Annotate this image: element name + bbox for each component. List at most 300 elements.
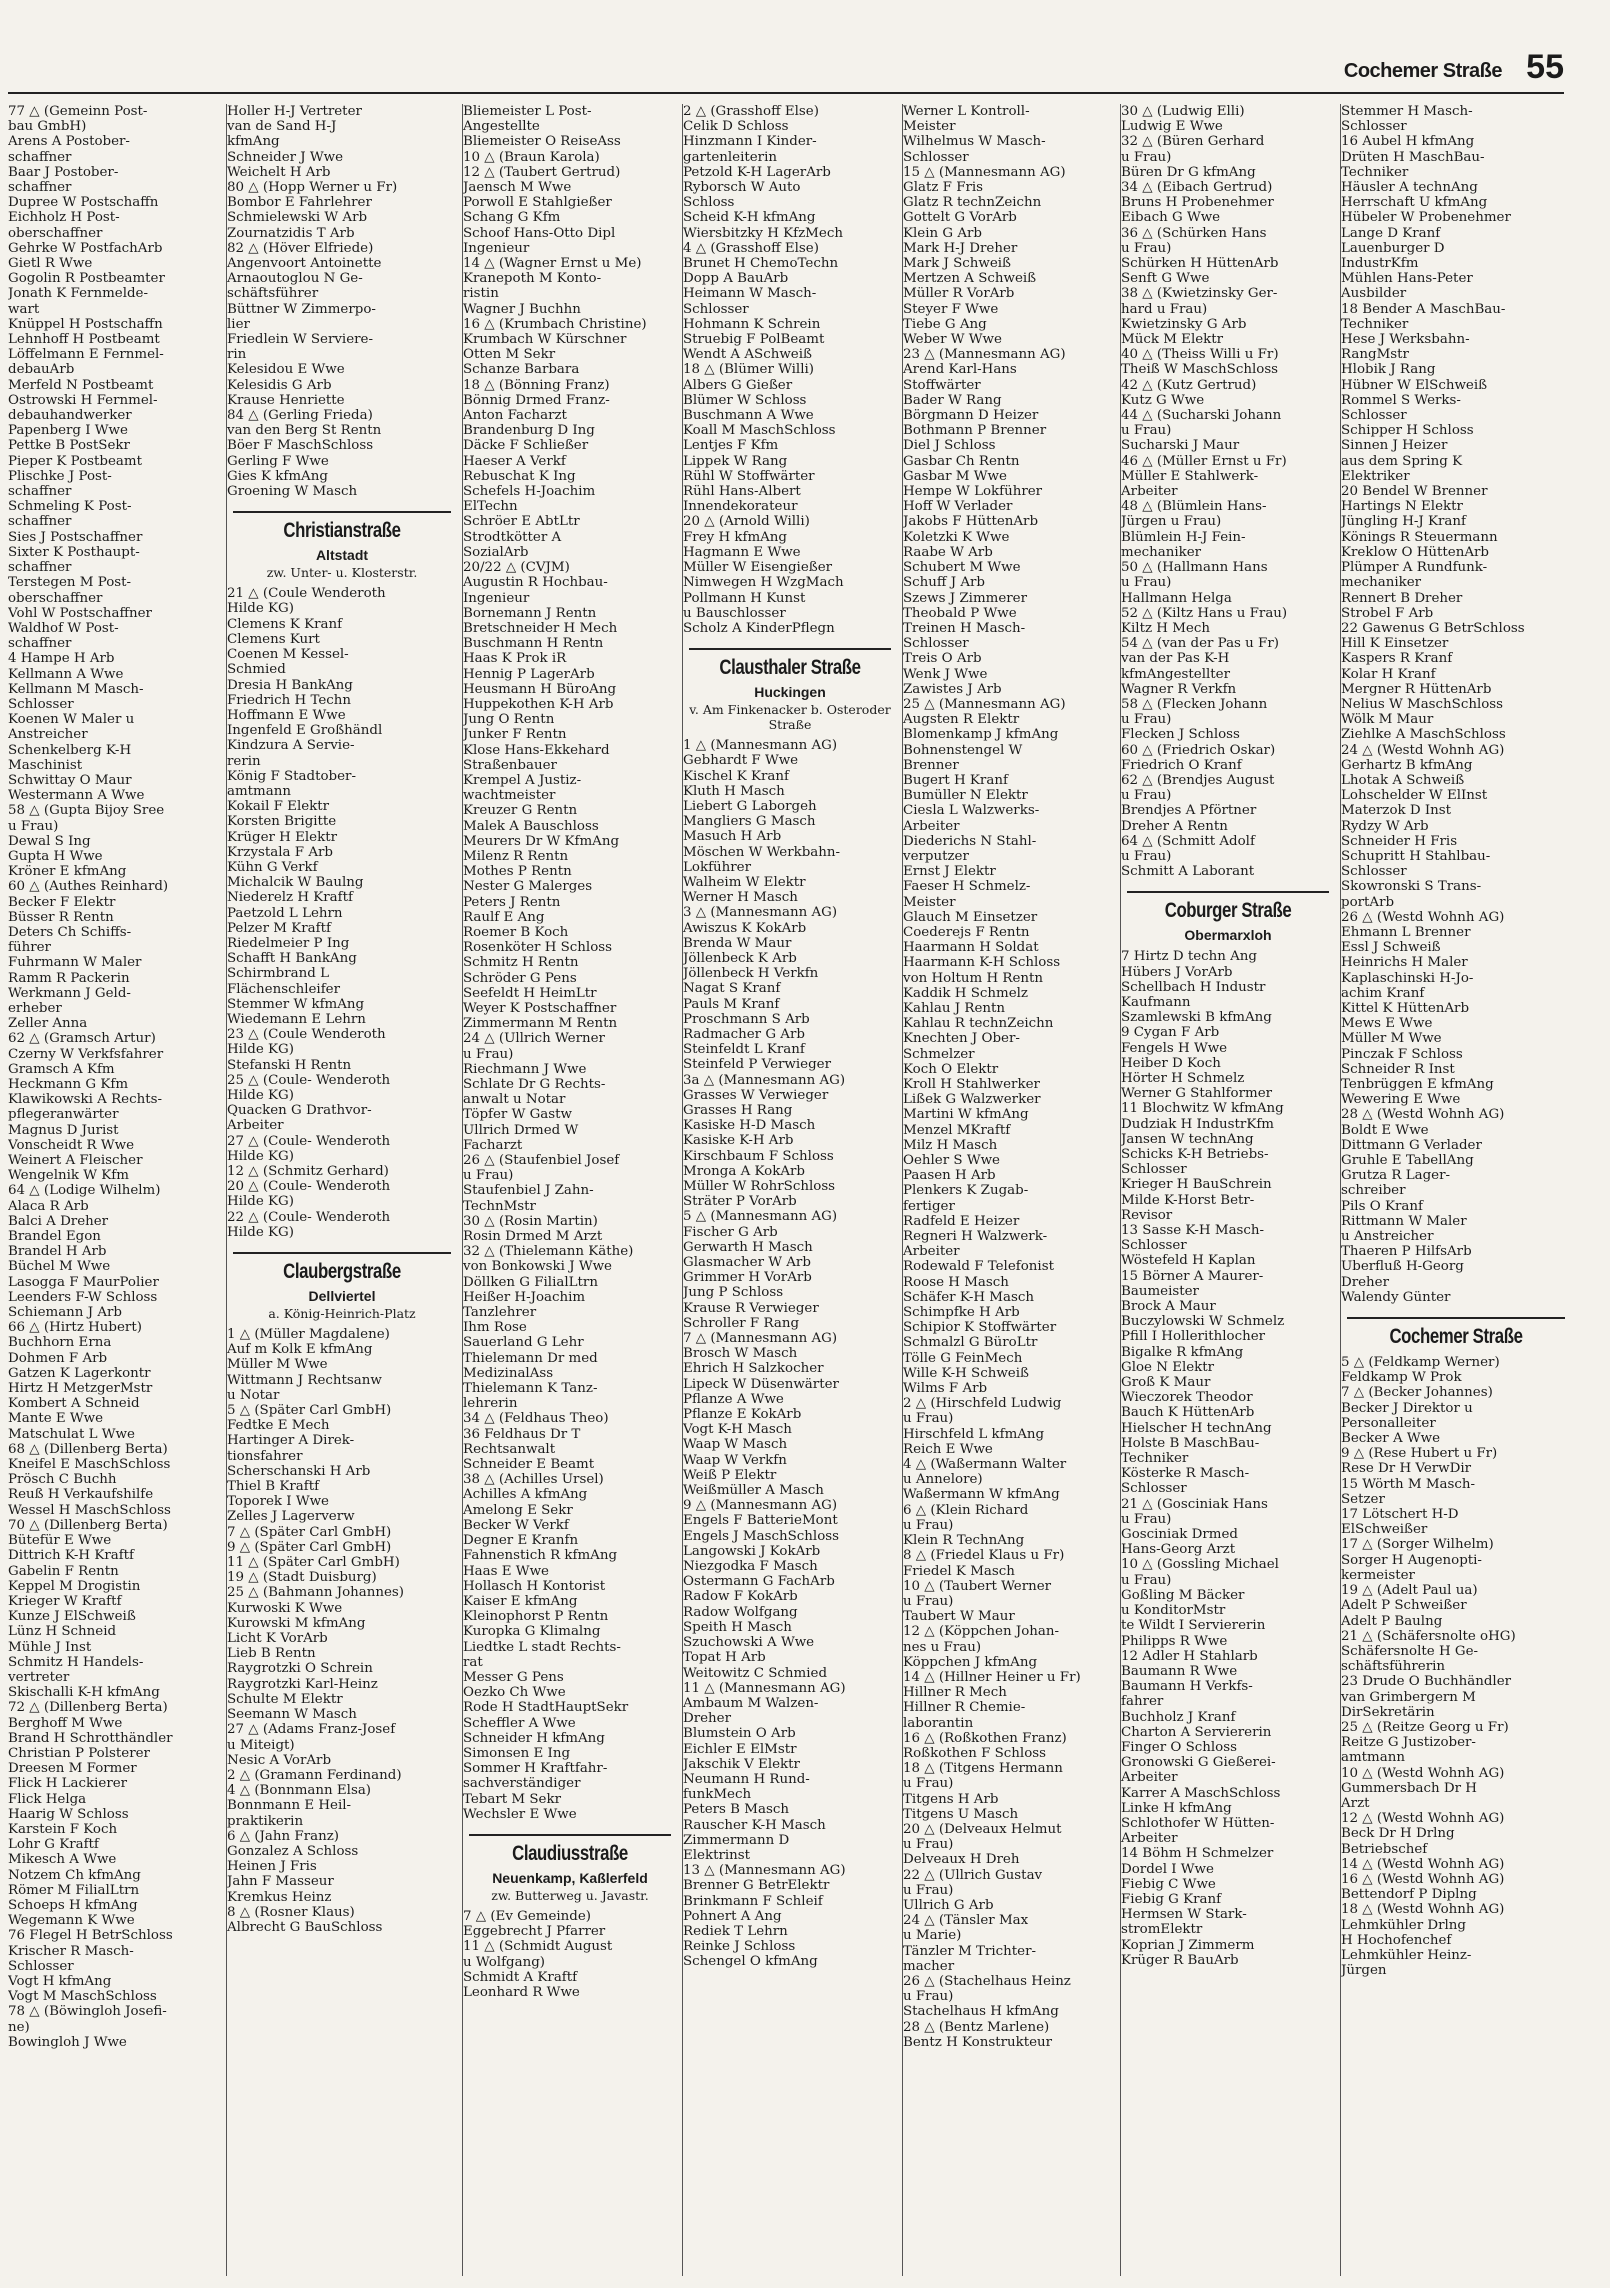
directory-entry: oberschaffner [8, 590, 103, 606]
directory-entry: 20 △ (Coule- Wenderoth [227, 1179, 391, 1195]
directory-entry: u Frau) [1121, 712, 1172, 728]
directory-entry: Ehrich H Salzkocher [683, 1361, 824, 1377]
directory-entry: führer [8, 940, 51, 956]
directory-entry: Maschinist [8, 757, 83, 773]
directory-entry: Kurwoski K Wwe [227, 1600, 343, 1616]
directory-entry: Koall M MaschSchloss [683, 423, 836, 439]
section-rule [1347, 1317, 1565, 1319]
directory-entry: Ausbilder [1341, 286, 1407, 302]
directory-entry: Raygrotzki O Schrein [227, 1661, 373, 1677]
directory-entry: vertreter [8, 1669, 70, 1685]
directory-entry: Notzem Ch kfmAng [8, 1867, 141, 1883]
district-name: Obermarxloh [1184, 927, 1272, 944]
directory-entry: Brosch W Masch [683, 1346, 798, 1362]
directory-entry: Kischel K Kranf [683, 768, 789, 784]
directory-entry: Lippek W Rang [683, 453, 788, 469]
directory-entry: Ramm R Packerin [8, 970, 130, 986]
directory-entry: Schulte M Elektr [227, 1691, 343, 1707]
directory-entry: Auf m Kolk E kfmAng [227, 1342, 373, 1358]
directory-entry: Brenner G BetrElektr [683, 1878, 830, 1894]
directory-entry: Michalcik W Baulng [227, 875, 364, 891]
directory-entry: Pieper K Postbeamt [8, 453, 142, 469]
directory-entry: Friedrich H Techn [227, 692, 352, 708]
directory-entry: Deters Ch Schiffs- [8, 924, 132, 940]
directory-entry: Schlosser [903, 636, 969, 652]
directory-entry: Gies K kfmAng [227, 468, 328, 484]
directory-entry: Zelles J Lagerverw [227, 1509, 355, 1525]
directory-entry: Jakobs F HüttenArb [903, 514, 1039, 530]
street-name: Coburger Straße [1164, 899, 1292, 923]
directory-entry: Schupritt H Stahlbau- [1341, 848, 1491, 864]
directory-entry: Zimmermann M Rentn [463, 1016, 618, 1032]
directory-entry: Zawistes J Arb [903, 681, 1002, 697]
directory-entry: Adelt P Baulng [1341, 1613, 1443, 1629]
directory-entry: Krischer R Masch- [8, 1943, 134, 1959]
directory-entry: Amelong E Sekr [463, 1502, 573, 1518]
directory-entry: Schneider H Fris [1341, 833, 1458, 849]
directory-entry: 18 △ (Bönning Franz) [463, 377, 610, 393]
directory-entry: Hilde KG) [227, 1087, 294, 1103]
directory-entry: 52 △ (Kiltz Hans u Frau) [1121, 605, 1288, 621]
district-name: Huckingen [754, 684, 826, 701]
directory-entry: 8 △ (Friedel Klaus u Fr) [903, 1548, 1065, 1564]
directory-entry: Sixter K Posthaupt- [8, 544, 140, 560]
directory-entry: DirSekretärin [1341, 1704, 1435, 1720]
directory-entry: Lieb B Rentn [227, 1646, 316, 1662]
directory-entry: Gasbar Ch Rentn [903, 453, 1020, 469]
directory-entry: 58 △ (Gupta Bijoy Sree [8, 803, 165, 819]
directory-entry: 13 Sasse K-H Masch- [1121, 1223, 1265, 1239]
directory-entry: 9 △ (Mannesmann AG) [683, 1498, 838, 1514]
directory-entry: König F Stadtober- [227, 768, 356, 784]
directory-entry: Brinkmann F Schleif [683, 1893, 823, 1909]
directory-entry: Tanzlehrer [463, 1305, 537, 1321]
directory-entry: Grimmer H VorArb [683, 1270, 812, 1286]
directory-entry: Karstein F Koch [8, 1821, 118, 1837]
directory-entry: nes u Frau) [903, 1639, 982, 1655]
directory-entry: Simonsen E Ing [463, 1745, 571, 1761]
directory-entry: Kroll H Stahlwerker [903, 1077, 1040, 1092]
directory-entry: Skischalli K-H kfmAng [8, 1685, 160, 1701]
directory-entry: Weitowitz C Schmied [683, 1665, 828, 1681]
directory-entry: mechaniker [1341, 575, 1422, 591]
directory-entry: Steyer F Wwe [903, 301, 999, 317]
directory-entry: Hübner W ElSchweiß [1341, 377, 1488, 393]
directory-entry: Gronowski G Gießerei- [1121, 1755, 1276, 1771]
page-number: 55 [1526, 48, 1564, 86]
directory-entry: Baumann H Verkfs- [1121, 1679, 1253, 1695]
directory-entry: Innendekorateur [683, 499, 798, 515]
directory-entry: 44 △ (Sucharski Johann [1121, 408, 1282, 424]
street-heading [1341, 1317, 1571, 1349]
directory-entry: Junker F Rentn [463, 727, 567, 743]
directory-entry: Koch O Elektr [903, 1061, 999, 1077]
directory-entry: Däcke F Schließer [463, 438, 589, 454]
directory-entry: Achilles A kfmAng [463, 1487, 588, 1503]
directory-entry: 15 Börner A Maurer- [1121, 1268, 1264, 1284]
directory-entry: Hagmann E Wwe [683, 544, 801, 560]
directory-entry: Glauch M Einsetzer [903, 909, 1038, 925]
directory-entry: 76 Flegel H BetrSchloss [8, 1928, 173, 1944]
directory-entry: Merfeld N Postbeamt [8, 377, 154, 393]
directory-entry: lier [227, 316, 250, 332]
directory-entry: Schiemann J Arb [8, 1305, 122, 1321]
directory-entry: Treis O Arb [903, 651, 982, 667]
directory-entry: Dreher A Rentn [1121, 818, 1228, 834]
directory-entry: Thielemann Dr med [463, 1350, 598, 1366]
directory-entry: Schuff J Arb [903, 575, 985, 591]
directory-entry: Tebart M Sekr [463, 1791, 561, 1807]
street-section [1121, 891, 1335, 1968]
directory-entry: Haarmann K-H Schloss [903, 955, 1061, 971]
directory-entry: Grasses H Rang [683, 1102, 793, 1118]
directory-entry: Arnaoutoglou N Ge- [227, 271, 363, 287]
directory-entry: 12 △ (Taubert Gertrud) [463, 164, 621, 180]
directory-entry: fahrer [1121, 1694, 1164, 1710]
directory-entry: 27 △ (Coule- Wenderoth [227, 1133, 391, 1149]
directory-entry: 6 △ (Jahn Franz) [227, 1828, 339, 1844]
directory-entry: Wengelnik W Kfm [8, 1168, 129, 1184]
directory-entry: Meurers Dr W KfmAng [463, 833, 620, 849]
directory-entry: Lehnhoff H Postbeamt [8, 332, 160, 348]
directory-entry: Wilms F Arb [903, 1381, 988, 1397]
directory-entry: Müller R VorArb [903, 286, 1015, 302]
directory-entry: 14 △ (Wagner Ernst u Me) [463, 256, 642, 272]
directory-entry: Ambaum M Walzen- [683, 1695, 819, 1711]
directory-entry: Büsser R Rentn [8, 909, 114, 925]
directory-entry: Wagner J Buchhn [463, 301, 581, 317]
directory-entry: Theobald P Wwe [903, 605, 1017, 621]
directory-entry: Angenvoort Antoinette [227, 256, 382, 272]
section-rule [689, 648, 891, 650]
directory-entry: 20 △ (Arnold Willi) [683, 514, 810, 530]
directory-entry: Hese J Werksbahn- [1341, 332, 1470, 348]
directory-entry: u Frau) [903, 1776, 954, 1792]
directory-entry: Schlosser [8, 1958, 74, 1974]
directory-entry: Hennig P LagerArb [463, 666, 595, 682]
directory-entry: u Notar [227, 1387, 280, 1403]
directory-entry: Hempe W Lokführer [903, 484, 1043, 500]
directory-entry: Werner G Stahlformer [1121, 1086, 1273, 1102]
directory-entry: Löffelmann E Fernmel- [8, 347, 164, 363]
directory-entry: Kneifel E MaschSchloss [8, 1457, 171, 1473]
directory-entry: laborantin [903, 1715, 974, 1731]
directory-entry: Jürgen u Frau) [1121, 514, 1222, 530]
directory-entry: 36 △ (Schürken Hans [1121, 225, 1267, 241]
directory-entry: amtmann [1341, 1750, 1405, 1766]
directory-entry: 15 Wörth M Masch- [1341, 1476, 1476, 1492]
directory-entry: Liedtke L stadt Rechts- [463, 1639, 621, 1655]
directory-entry: 14 △ (Hillner Heiner u Fr) [903, 1669, 1081, 1685]
directory-entry: Schoof Hans-Otto Dipl [463, 225, 616, 241]
street-heading [227, 1252, 457, 1321]
directory-entry: Albers G Gießer [683, 377, 793, 393]
directory-entry: Westermann A Wwe [8, 788, 145, 804]
street-range: a. König-Heinrich-Platz [268, 1306, 416, 1322]
page-title: Cochemer Straße [1343, 60, 1502, 82]
directory-entry: Krumbach W Kürschner [463, 332, 627, 348]
directory-entry: Seemann W Masch [227, 1707, 357, 1723]
directory-entry: Engels F BatterieMont [683, 1513, 838, 1529]
directory-entry: Hielscher H technAng [1121, 1420, 1272, 1436]
directory-entry: Licht K VorArb [227, 1631, 328, 1647]
directory-entry: Krüger R BauArb [1121, 1952, 1239, 1968]
directory-entry: Bauch K HüttenArb [1121, 1405, 1255, 1421]
directory-entry: Thiel B Kraftf [227, 1479, 320, 1495]
directory-entry: Jaensch M Wwe [463, 180, 572, 196]
section-rule [469, 1834, 671, 1836]
directory-entry: Arbeiter [1121, 1831, 1178, 1847]
directory-entry: 38 △ (Kwietzinsky Ger- [1121, 286, 1278, 302]
directory-entry: Kelesidis G Arb [227, 377, 332, 393]
directory-entry: schaffner [8, 560, 72, 576]
directory-entry: Huppekothen K-H Arb [463, 696, 614, 712]
directory-entry: 8 △ (Rosner Klaus) [227, 1904, 355, 1920]
directory-entry: Koprian J Zimmerm [1121, 1937, 1255, 1953]
directory-entry: Kühn G Verkf [227, 859, 318, 875]
directory-entry: Terstegen M Post- [8, 575, 132, 591]
directory-entry: 62 △ (Brendjes August [1121, 772, 1275, 788]
directory-entry: Hartinger A Direk- [227, 1433, 355, 1449]
directory-entry: Bönnig Drmed Franz- [463, 392, 610, 408]
directory-entry: sachverständiger [463, 1776, 581, 1792]
directory-entry: Lipeck W Düsenwärter [683, 1376, 839, 1392]
directory-entry: pflegeranwärter [8, 1107, 119, 1123]
directory-entry: bau GmbH) [8, 119, 87, 135]
directory-entry: Pelzer M Kraftf [227, 920, 331, 936]
street-name: Cochemer Straße [1389, 1325, 1523, 1349]
directory-entry: Jung O Rentn [463, 712, 555, 728]
directory-entry: Coenen M Kessel- [227, 647, 349, 663]
directory-entry: Arbeiter [903, 818, 960, 834]
directory-entry: Büren Dr G kfmAng [1121, 164, 1256, 180]
directory-entry: 5 △ (Feldkamp Werner) [1341, 1355, 1500, 1371]
directory-entry: Matschulat L Wwe [8, 1426, 135, 1442]
directory-entry: Prösch C Buchh [8, 1472, 117, 1488]
directory-entry: Radow Wolfgang [683, 1604, 798, 1620]
directory-entry: Pohnert A Ang [683, 1908, 782, 1924]
directory-entry: Schenkelberg K-H [8, 742, 132, 758]
section-rule [233, 1252, 451, 1254]
directory-entry: Kwietzinsky G Arb [1121, 316, 1247, 332]
directory-entry: 70 △ (Dillenberg Berta) [8, 1517, 168, 1533]
directory-entry: Werkmann J Geld- [8, 985, 131, 1001]
directory-entry: Beck Dr H Drlng [1341, 1826, 1455, 1842]
directory-entry: Rühl W Stoffwärter [683, 468, 815, 484]
directory-entry: 42 △ (Kutz Gertrud) [1121, 377, 1257, 393]
directory-entry: Kolar H Kranf [1341, 666, 1436, 682]
directory-entry: Schmitz H Rentn [463, 955, 579, 971]
directory-entry: Kaspers R Kranf [1341, 651, 1453, 667]
directory-entry: Pettke B PostSekr [8, 438, 130, 454]
directory-entry: oberschaffner [8, 225, 103, 241]
directory-entry: Augsten R Elektr [903, 712, 1020, 728]
directory-entry: 18 △ (Blümer Willi) [683, 362, 814, 378]
directory-entry: Haas K Prok iR [463, 651, 567, 667]
directory-entry: Gerwarth H Masch [683, 1239, 813, 1255]
directory-entry: Proschmann S Arb [683, 1011, 810, 1027]
directory-entry: 50 △ (Hallmann Hans [1121, 560, 1268, 576]
directory-entry: 9 △ (Rese Hubert u Fr) [1341, 1446, 1498, 1462]
directory-entry: 4 △ (Grasshoff Else) [683, 240, 819, 256]
directory-entry: Menzel MKraftf [903, 1122, 1011, 1138]
directory-entry: Dupree W Postschaffn [8, 195, 159, 211]
directory-entry: Weißmüller A Masch [683, 1483, 824, 1499]
directory-entry: 2 △ (Grasshoff Else) [683, 104, 819, 119]
directory-entry: Lißek G Walzwerker [903, 1092, 1041, 1108]
directory-entry: Tiebe G Ang [903, 316, 987, 332]
directory-entry: 24 △ (Westd Wohnh AG) [1341, 742, 1505, 758]
directory-entry: Gietl R Wwe [8, 256, 93, 272]
directory-entry: Walendy Günter [1341, 1289, 1451, 1305]
directory-entry: Radow F KokArb [683, 1589, 798, 1605]
directory-entry: Speith H Masch [683, 1619, 792, 1635]
directory-entry: wart [8, 301, 40, 317]
directory-entry: Kremkus Heinz [227, 1889, 332, 1905]
directory-entry: Augustin R Hochbau- [463, 575, 608, 591]
directory-entry: 16 △ (Roßkothen Franz) [903, 1730, 1067, 1746]
directory-entry: Christian P Polsterer [8, 1745, 150, 1761]
directory-entry: Hilde KG) [227, 601, 294, 617]
directory-entry: Otten M Sekr [463, 347, 556, 363]
directory-entry: Bütefür E Wwe [8, 1533, 112, 1549]
directory-entry: Ihm Rose [463, 1320, 527, 1336]
directory-entry: Radfeld E Heizer [903, 1213, 1020, 1229]
directory-entry: Pflanze A Wwe [683, 1391, 784, 1407]
directory-entry: Kunze J ElSchweiß [8, 1609, 136, 1625]
street-range: v. Am Finkenacker b. Osteroder Straße [689, 702, 891, 733]
district-name: Neuenkamp, Kaßlerfeld [492, 1869, 648, 1886]
directory-entry: Roose H Masch [903, 1274, 1009, 1290]
directory-entry: Gasbar M Wwe [903, 468, 1007, 484]
directory-entry: Techniker [1121, 1451, 1189, 1467]
directory-entry: Stemmer H Masch- [1341, 104, 1473, 119]
directory-entry: 15 △ (Mannesmann AG) [903, 164, 1066, 180]
directory-entry: Eichholz H Post- [8, 210, 120, 226]
directory-entry: Bettendorf P Diplng [1341, 1887, 1477, 1903]
directory-column-7 [1340, 104, 1571, 2276]
directory-entry: Fengels H Wwe [1121, 1040, 1228, 1056]
directory-entry: Peters B Masch [683, 1802, 789, 1818]
directory-entry: Lentjes F Kfm [683, 438, 779, 454]
directory-entry: Schneider J Wwe [227, 149, 344, 165]
directory-entry: 11 Blochwitz W kfmAng [1121, 1101, 1284, 1117]
directory-entry: 32 △ (Thielemann Käthe) [463, 1244, 634, 1260]
directory-entry: Wendt A ASchweiß [683, 347, 812, 363]
directory-entry: Schmidt A Kraftf [463, 1969, 578, 1985]
directory-entry: Weichelt H Arb [227, 164, 331, 180]
directory-entry: Facharzt [463, 1137, 523, 1153]
directory-entry: Milenz R Rentn [463, 848, 569, 864]
directory-entry: Haarmann H Soldat [903, 940, 1039, 956]
directory-entry: Blomenkamp J kfmAng [903, 727, 1059, 743]
directory-entry: Sucharski J Maur [1121, 438, 1240, 454]
directory-entry: Quacken G Drathvor- [227, 1103, 372, 1119]
directory-entry: 2 △ (Gramann Ferdinand) [227, 1767, 402, 1783]
directory-entry: 84 △ (Gerling Frieda) [227, 408, 373, 424]
directory-entry: 18 Bender A MaschBau- [1341, 301, 1506, 317]
directory-entry: Haas E Wwe [463, 1563, 549, 1579]
directory-entry: 28 △ (Westd Wohnh AG) [1341, 1107, 1505, 1123]
directory-entry: 17 △ (Sorger Wilhelm) [1341, 1537, 1494, 1553]
directory-entry: 7 △ (Becker Johannes) [1341, 1385, 1493, 1401]
directory-entry: Gosciniak Drmed [1121, 1527, 1239, 1543]
directory-entry: u Frau) [1121, 1511, 1172, 1527]
directory-entry: Fuhrmann W Maler [8, 955, 142, 971]
directory-entry: achim Kranf [1341, 985, 1425, 1001]
directory-column-6 [1120, 104, 1335, 2276]
continued-entries [463, 104, 677, 1822]
directory-entry: Kreklow O HüttenArb [1341, 544, 1489, 560]
directory-entry: u Frau) [903, 1593, 954, 1609]
directory-entry: 27 △ (Adams Franz-Josef [227, 1722, 396, 1738]
directory-entry: Martini W kfmAng [903, 1107, 1029, 1123]
directory-entry: Koenen W Maler u [8, 712, 135, 728]
directory-entry: Heiber D Koch [1121, 1055, 1221, 1071]
directory-entry: Frey H kfmAng [683, 529, 788, 545]
directory-entry: Straßenbauer [463, 757, 557, 773]
directory-entry: Dreher [683, 1711, 732, 1727]
directory-entry: Gonzalez A Schloss [227, 1843, 359, 1859]
directory-entry: Petzold K-H LagerArb [683, 164, 831, 180]
street-section [463, 1834, 677, 2000]
directory-entry: Bigalke R kfmAng [1121, 1344, 1244, 1360]
directory-entry: Becker J Direktor u [1341, 1400, 1473, 1416]
directory-entry: Brandenburg D Ing [463, 423, 595, 439]
directory-entry: Flecken J Schloss [1121, 727, 1240, 743]
directory-entry: Brendjes A Pförtner [1121, 803, 1257, 819]
directory-entry: Rodewald F Telefonist [903, 1259, 1054, 1275]
directory-entry: schaffner [8, 484, 72, 500]
directory-entry: van Grimbergern M [1341, 1689, 1476, 1705]
directory-entry: Schang G Kfm [463, 210, 561, 226]
directory-entry: Diederichs N Stahl- [903, 833, 1037, 849]
directory-entry: Faeser H Schmelz- [903, 879, 1031, 895]
directory-entry: Kasiske H-D Masch [683, 1118, 816, 1134]
directory-entry: Hlobik J Rang [1341, 362, 1436, 378]
directory-entry: Schlate Dr G Rechts- [463, 1077, 606, 1092]
directory-entry: Dewal S Ing [8, 833, 91, 849]
street-heading [463, 1834, 677, 1903]
directory-entry: Nesic A VorArb [227, 1752, 332, 1768]
directory-entry: Böer F MaschSchloss [227, 438, 374, 454]
directory-entry: Tänzler M Trichter- [903, 1943, 1037, 1959]
directory-entry: 68 △ (Dillenberg Berta) [8, 1441, 168, 1457]
directory-entry: te Wildt I Serviererin [1121, 1618, 1266, 1634]
directory-entry: Ryborsch W Auto [683, 180, 801, 196]
directory-entry: Walheim W Elektr [683, 874, 806, 890]
directory-entry: Bruns H Probenehmer [1121, 195, 1274, 211]
directory-entry: gartenleiterin [683, 149, 777, 165]
directory-entry: Glatz R technZeichn [903, 195, 1042, 211]
directory-entry: Hillner R Mech [903, 1685, 1007, 1701]
directory-entry: 5 △ (Mannesmann AG) [683, 1209, 838, 1225]
directory-entry: Szamlewski B kfmAng [1121, 1010, 1272, 1026]
directory-entry: 26 △ (Staufenbiel Josef [463, 1153, 620, 1169]
directory-entry: Setzer [1341, 1491, 1385, 1507]
directory-entry: Gatzen K Lagerkontr [8, 1365, 151, 1381]
directory-entry: u Frau) [1121, 848, 1172, 864]
directory-entry: Baar J Postober- [8, 164, 119, 180]
directory-entry: Thielemann K Tanz- [463, 1381, 598, 1397]
directory-entry: 23 △ (Mannesmann AG) [903, 347, 1066, 363]
directory-entry: Hirschfeld L kfmAng [903, 1426, 1045, 1442]
directory-entry: Sinnen J Heizer [1341, 438, 1448, 454]
directory-entry: Waap W Masch [683, 1437, 788, 1453]
directory-entry: Bader W Rang [903, 392, 1002, 408]
directory-entry: Clemens Kurt [227, 631, 320, 647]
directory-entry: 22 △ (Coule- Wenderoth [227, 1209, 391, 1225]
